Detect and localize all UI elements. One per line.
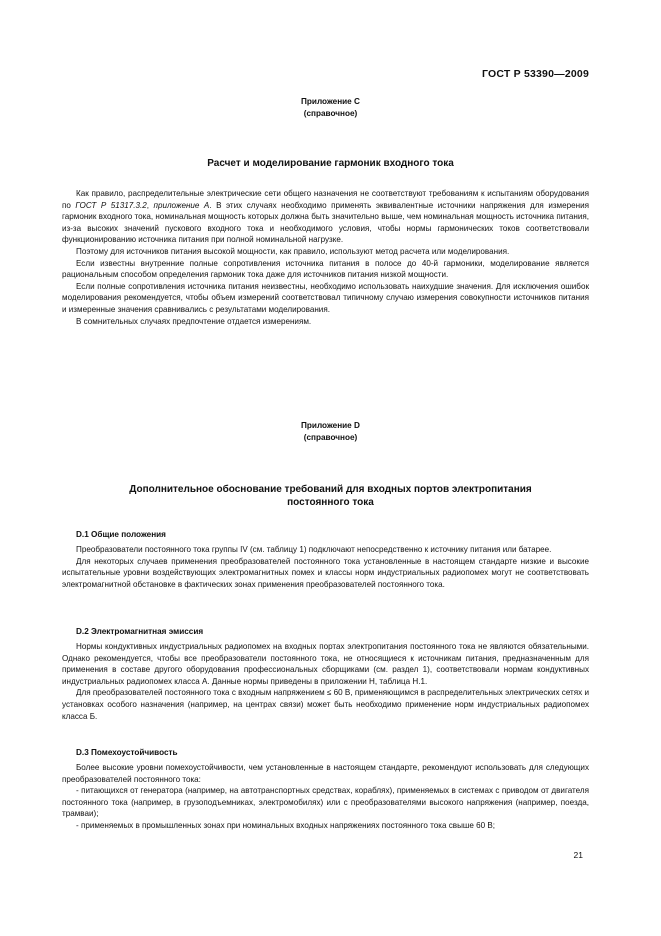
- annex-c-paragraph-3: Если известны внутренние полные сопротивления источника питания в полосе до 40-й гармоники, моделирование является рациональным способом определения гармоник тока даже для источников питания низкой мощности.: [62, 258, 589, 280]
- annex-c-paragraph-1: Как правило, распределительные электрические сети общего назначения не соответствуют требованиям к испытаниям оборудования по ГОСТ Р 51317.3.2, приложение А. В этих случаях необходимо применять эквивалентные источники напряжения для измерения гармоник входного тока, номинальная мощность которых должна быть значительно выше, чем номинальная мощность источника питания, из-за высоких значений пускового входного тока и необходимого условия, чтобы нормы гармонических токов соответствовали функционированию источника питания при полной номинальной нагрузке.: [62, 189, 589, 245]
- section-d3-paragraph-1: Более высокие уровни помехоустойчивости, чем установленные в настоящем стандарте, рекомендуют использовать для следующих преобразователей постоянного тока:: [62, 763, 589, 784]
- section-d3-body: [62, 762, 589, 832]
- annex-d-title: [40, 483, 621, 509]
- annex-c-label: Приложение С: [301, 97, 360, 106]
- page-number: 21: [573, 850, 583, 860]
- annex-c-paragraph-4: Если полные сопротивления источника питания неизвестны, необходимо использовать наихудшие значения. Для исключения ошибок моделирования рекомендуется, чтобы объем измерений соответствовал типичному случаю измерения совокупности источников питания и измеренные значения сравнивались с результатами моделирования.: [62, 281, 589, 314]
- annex-d-label: Приложение D: [301, 421, 360, 430]
- annex-c-paragraph-2: Поэтому для источников питания высокой мощности, как правило, используют метод расчета или моделирования.: [76, 246, 510, 256]
- ref-gost: ГОСТ Р 51317.3.2: [75, 200, 147, 210]
- section-d1-body: [62, 544, 589, 590]
- annex-d-heading: [40, 420, 621, 444]
- annex-d-type: (справочное): [303, 433, 358, 442]
- section-d2-heading: D.2 Электромагнитная эмиссия: [76, 627, 204, 636]
- section-d3-list-item-1: - питающихся от генератора (например, на автотранспортных средствах, кораблях), применяемых в системах с приводом от двигателя постоянного тока (например, в грузоподъемниках, электромобилях) или с преобразователями высокого напряжения (например, поезда, трамваи);: [62, 786, 589, 819]
- section-d1-heading: D.1 Общие положения: [76, 530, 166, 539]
- annex-d-title-line-1: Дополнительное обоснование требований для входных портов электропитания: [129, 484, 532, 495]
- section-d1-paragraph-2: Для некоторых случаев применения преобразователей постоянного тока установленные в настоящем стандарте низкие и высокие испытательные уровни воздействующих электромагнитных помех и классы норм индустриальных радиопомех могут не соответствовать электромагнитной обстановке в фактических зонах применения преобразователей постоянного тока.: [62, 556, 589, 589]
- section-d2-paragraph-2: Для преобразователей постоянного тока с входным напряжением ≤ 60 В, применяющимся в распределительных электрических сетях и установках особого назначения (например, на центрах связи) может быть необходимо применение норм индустриальных радиопомех класса Б.: [62, 688, 589, 721]
- annex-c-body: [62, 188, 589, 327]
- standard-designation: ГОСТ Р 53390—2009: [481, 68, 589, 80]
- section-d2-paragraph-1: Нормы кондуктивных индустриальных радиопомех на входных портах электропитания постоянного тока не являются обязательными. Однако рекомендуется, чтобы все преобразователи постоянного тока, не относящиеся к источникам питания, предназначенным для применения в составе другого оборудования профессиональных сборщиками (см. раздел 1), соответствовали нормам кондуктивных индустриальных радиопомех класса А. Данные нормы приведены в приложении Н, таблица Н.1.: [62, 642, 589, 686]
- annex-c-paragraph-5: В сомнительных случаях предпочтение отдается измерениям.: [76, 316, 312, 326]
- annex-c-title: Расчет и моделирование гармоник входного тока: [207, 158, 454, 169]
- section-d3-list-item-2: - применяемых в промышленных зонах при номинальных входных напряжениях постоянного тока свыше 60 В;: [76, 820, 496, 830]
- section-d2-body: [62, 641, 589, 722]
- ref-appendix: приложение А: [153, 200, 210, 210]
- section-d1-paragraph-1: Преобразователи постоянного тока группы IV (см. таблицу 1) подключают непосредственно к источнику питания или батарее.: [76, 545, 552, 554]
- section-d3-heading: D.3 Помехоустойчивость: [76, 748, 178, 757]
- annex-c-type: (справочное): [303, 109, 358, 118]
- annex-d-title-line-2: постоянного тока: [287, 497, 374, 508]
- annex-c-heading: [40, 96, 621, 120]
